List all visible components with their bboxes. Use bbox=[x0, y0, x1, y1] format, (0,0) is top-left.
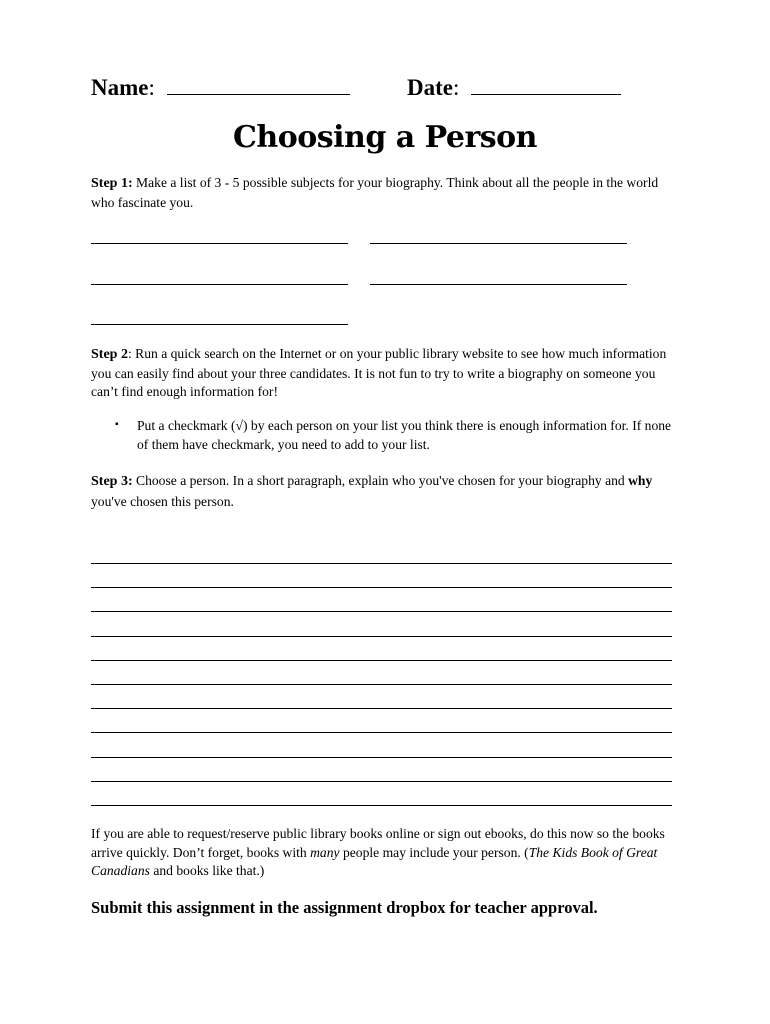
bullet-icon: ▪ bbox=[115, 419, 119, 430]
paragraph-line[interactable] bbox=[91, 708, 672, 709]
note-book-title: The Kids Book of Great Canadians bbox=[91, 844, 658, 878]
date-group bbox=[407, 75, 621, 101]
paragraph-line[interactable] bbox=[91, 684, 672, 685]
page-title: Choosing a Person bbox=[233, 120, 537, 155]
name-blank[interactable] bbox=[167, 93, 350, 95]
step3-text-a: Choose a person. In a short paragraph, explain who you've chosen for your biography and bbox=[132, 473, 629, 488]
paragraph-line[interactable] bbox=[91, 660, 672, 661]
paragraph-line[interactable] bbox=[91, 563, 672, 564]
step3-text-b: you've chosen this person. bbox=[91, 494, 234, 509]
step3-label: Step 3: bbox=[91, 474, 133, 489]
paragraph-line[interactable] bbox=[91, 757, 672, 758]
step1-paragraph bbox=[91, 174, 681, 212]
note-text-a: If you are able to request/reserve public library books online or sign out ebooks, do this now so the books arrive quickly. Don’t forget, books with bbox=[91, 826, 665, 860]
paragraph-line[interactable] bbox=[91, 732, 672, 733]
note-text-c: and books like that.) bbox=[149, 863, 265, 878]
paragraph-line[interactable] bbox=[91, 587, 672, 588]
step2-text: Run a quick search on the Internet or on your public library website to see how much information you can easily find about your three candidates. It is not fun to try to write a biography on someone you can’t find enough information for! bbox=[91, 346, 667, 399]
step1-text: Make a list of 3 - 5 possible subjects for your biography. Think about all the people in the world who fascinate you. bbox=[91, 175, 659, 210]
subject-line-5[interactable] bbox=[91, 324, 348, 325]
note-many: many bbox=[310, 844, 340, 860]
date-blank[interactable] bbox=[471, 93, 621, 95]
subject-line-3[interactable] bbox=[91, 284, 348, 285]
subject-line-1[interactable] bbox=[91, 243, 348, 244]
header-row bbox=[91, 75, 691, 109]
paragraph-line[interactable] bbox=[91, 781, 672, 782]
step2-colon: : bbox=[127, 346, 132, 361]
step2-paragraph bbox=[91, 345, 681, 402]
date-colon: : bbox=[452, 75, 460, 100]
name-colon: : bbox=[148, 75, 155, 100]
step3-emphasis: why bbox=[628, 473, 653, 488]
note-text-b: people may include your person. ( bbox=[339, 844, 529, 860]
bullet-text: Put a checkmark (√) by each person on your list you think there is enough information for. If none of them have checkmark, you need to add to your list. bbox=[137, 418, 672, 452]
paragraph-line[interactable] bbox=[91, 611, 672, 612]
step1-label: Step 1: bbox=[91, 176, 133, 191]
paragraph-line[interactable] bbox=[91, 805, 672, 806]
step3-paragraph bbox=[91, 471, 681, 512]
subject-line-4[interactable] bbox=[370, 284, 627, 285]
note-paragraph bbox=[91, 825, 691, 881]
submit-instruction: Submit this assignment in the assignment dropbox for teacher approval. bbox=[91, 898, 598, 917]
step2-label: Step 2 bbox=[91, 347, 128, 362]
name-label: Name bbox=[91, 75, 149, 100]
date-label: Date bbox=[407, 75, 453, 100]
paragraph-line[interactable] bbox=[91, 636, 672, 637]
subject-line-2[interactable] bbox=[370, 243, 627, 244]
name-group bbox=[91, 75, 350, 101]
